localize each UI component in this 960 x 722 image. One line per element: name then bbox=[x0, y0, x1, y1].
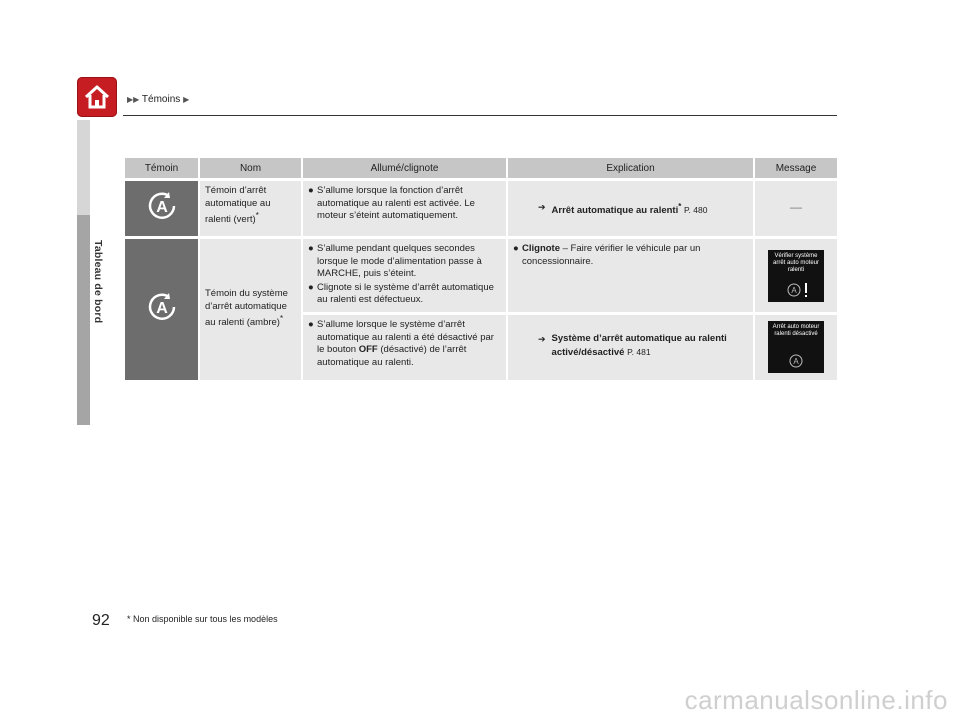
reference-page: P. 480 bbox=[683, 205, 708, 216]
reference-arrow-icon: ➔ bbox=[538, 202, 546, 212]
message-text: Arrêt auto moteur ralenti désactivé bbox=[772, 324, 820, 338]
on-text-post: (désactivé) de l’arrêt automatique au ralenti. bbox=[317, 344, 467, 368]
on-text-pre: S’allume lorsque le système d’arrêt automatique au ralenti a été désactivé par le bouton bbox=[317, 319, 494, 355]
svg-text:A: A bbox=[155, 199, 168, 217]
page-number: 92 bbox=[92, 612, 110, 629]
home-button[interactable] bbox=[77, 77, 117, 117]
on-text-2: Clignote si le système d’arrêt automatique au ralenti est défectueux. bbox=[317, 281, 494, 305]
svg-text:A: A bbox=[793, 357, 799, 367]
home-icon bbox=[82, 82, 112, 112]
auto-idle-warning-icon bbox=[786, 282, 810, 298]
explanation-bold: Clignote bbox=[522, 243, 560, 254]
indicator-name: Témoin d’arrêt automatique au ralenti (vert) bbox=[205, 185, 271, 226]
side-tab-top bbox=[77, 120, 90, 215]
header-explication: Explication bbox=[507, 158, 754, 180]
auto-idle-stop-icon bbox=[145, 290, 179, 324]
auto-idle-stop-icon bbox=[145, 189, 179, 223]
indicator-table bbox=[125, 158, 837, 380]
side-tab-label: Tableau de bord bbox=[92, 240, 104, 324]
reference-title: Système d’arrêt automatique au ralenti activé/désactivé bbox=[551, 333, 727, 358]
breadcrumb-arrows: ▶▶ bbox=[127, 95, 140, 104]
message-cell bbox=[754, 238, 837, 314]
bullet-icon: ● bbox=[513, 243, 519, 254]
watermark: carmanualsonline.info bbox=[684, 685, 948, 715]
footnote-mark: * bbox=[255, 211, 259, 220]
on-cell bbox=[302, 238, 507, 314]
footnote-mark: * bbox=[279, 314, 284, 324]
on-cell bbox=[302, 180, 507, 238]
footnote: * Non disponible sur tous les modèles bbox=[127, 614, 278, 624]
message-none: — bbox=[790, 200, 802, 215]
message-cell bbox=[754, 314, 837, 380]
page-reference[interactable] bbox=[538, 333, 748, 359]
reference-page: P. 481 bbox=[627, 346, 651, 357]
on-text-1: S’allume pendant quelques secondes lorsque le mode d’alimentation passe à MARCHE, puis s’éteint. bbox=[317, 243, 482, 279]
off-button-label: OFF bbox=[358, 344, 378, 355]
bullet-icon: ● bbox=[308, 281, 314, 293]
on-cell bbox=[302, 314, 507, 380]
indicator-name: Témoin du système d’arrêt automatique au ralenti (ambre) bbox=[205, 288, 288, 329]
name-cell bbox=[199, 180, 302, 238]
on-text: S’allume lorsque la fonction d’arrêt automatique au ralenti est activée. Le moteur s’éteint automatiquement. bbox=[317, 185, 475, 221]
header-rule bbox=[123, 115, 837, 116]
indicator-cell bbox=[125, 238, 199, 380]
reference-arrow-icon: ➔ bbox=[538, 334, 546, 344]
explanation-cell bbox=[507, 314, 754, 380]
breadcrumb bbox=[127, 94, 189, 105]
breadcrumb-link-temoins[interactable]: Témoins bbox=[141, 94, 181, 105]
explanation-cell bbox=[507, 238, 754, 314]
page-reference[interactable] bbox=[538, 201, 748, 218]
bullet-icon: ● bbox=[308, 319, 314, 330]
svg-text:A: A bbox=[155, 300, 168, 317]
header-message: Message bbox=[754, 158, 837, 180]
indicator-cell bbox=[125, 180, 199, 238]
explanation-text: – Faire vérifier le véhicule par un concessionnaire. bbox=[522, 243, 701, 267]
message-text: Vérifier système arrêt auto moteur ralenti bbox=[772, 252, 820, 273]
message-cell bbox=[754, 180, 837, 238]
header-nom: Nom bbox=[199, 158, 302, 180]
explanation-cell bbox=[507, 180, 754, 238]
message-display bbox=[768, 321, 824, 373]
table-row bbox=[125, 180, 837, 238]
reference-mark: * bbox=[678, 202, 682, 211]
message-display bbox=[768, 250, 824, 302]
header-allume: Allumé/clignote bbox=[302, 158, 507, 180]
svg-text:A: A bbox=[791, 285, 797, 295]
reference-title: Arrêt automatique au ralenti bbox=[551, 205, 679, 217]
side-tab bbox=[77, 215, 90, 425]
table-row bbox=[125, 238, 837, 314]
name-cell bbox=[199, 238, 302, 380]
header-temoin: Témoin bbox=[125, 158, 199, 180]
bullet-icon: ● bbox=[308, 185, 314, 196]
bullet-icon: ● bbox=[308, 243, 314, 254]
auto-idle-off-icon bbox=[786, 353, 810, 369]
breadcrumb-end-arrow: ▶ bbox=[183, 95, 190, 104]
